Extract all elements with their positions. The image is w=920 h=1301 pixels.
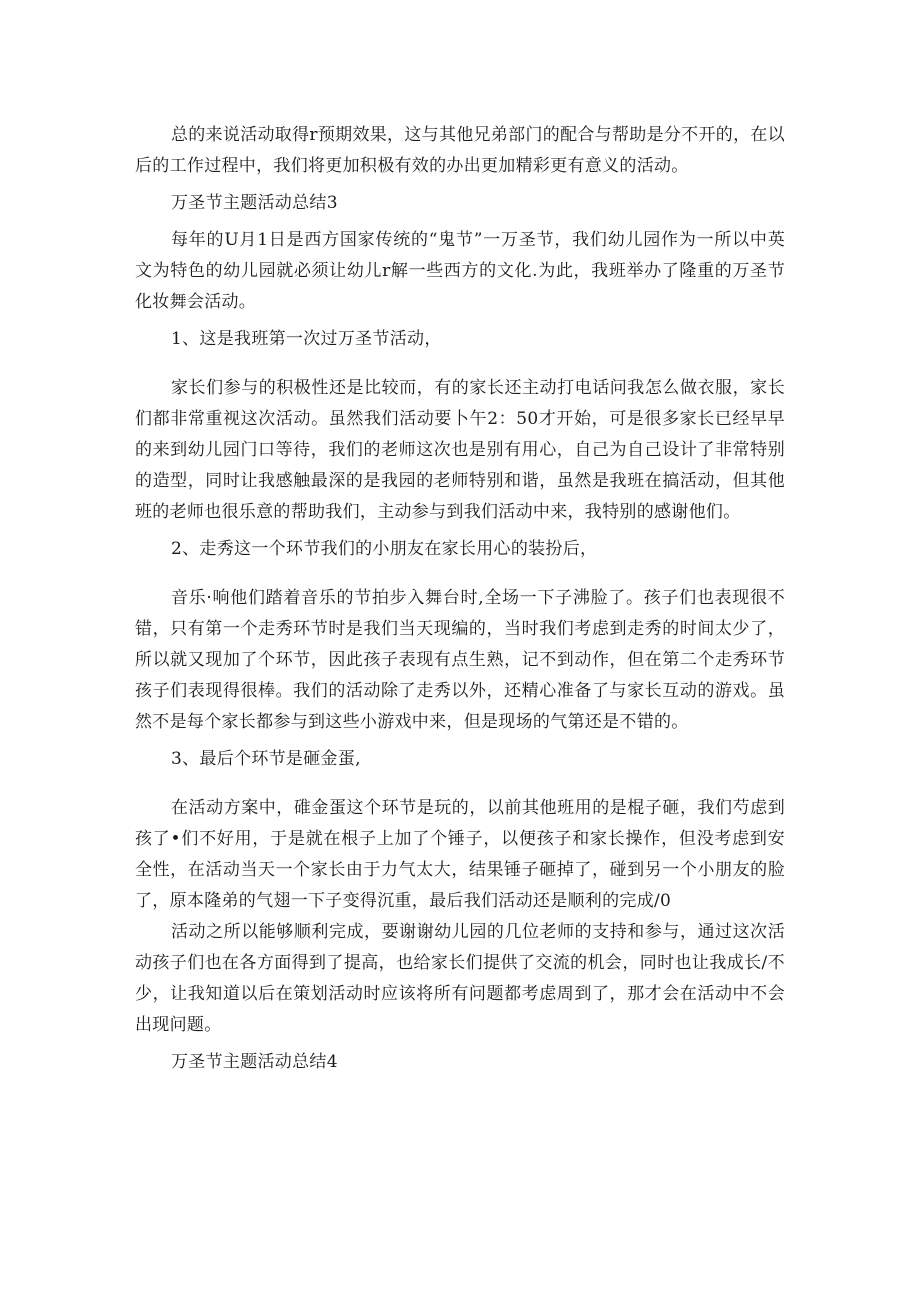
item-heading-1: 1、这是我班第一次过万圣节活动， <box>171 329 442 349</box>
paragraph-summary: 总的来说活动取得r预期效果，这与其他兄弟部门的配合与帮助是分不开的，在以后的工作过程中，我们将更加积极有效的办出更加精彩更有意义的活动。 <box>135 125 785 176</box>
item-heading-2: 2、走秀这一个环节我们的小朋友在家长用心的装扮后， <box>171 539 598 559</box>
paragraph-runway: 音乐·响他们踏着音乐的节拍步入舞台时,全场一下子沸脸了。孩子们也表现很不错，只有第一个走秀环节时是我们当天现编的，当时我们考虑到走秀的时间太少了，所以就又现加了个环节，因此孩子表现有点生熟，记不到动作，但在第二个走秀环节孩子们表现得很棒。我们的活动除了走秀以外，还精心准备了与家长互动的游戏。虽然不是每个家长都参与到这些小游戏中来，但是现场的气第还是不错的。 <box>135 588 785 732</box>
section-title-3: 万圣节主题活动总结3 <box>171 193 338 213</box>
paragraph-parents: 家长们参与的积极性还是比较而，有的家长还主动打电话问我怎么做衣服，家长们都非常重视这次活动。虽然我们活动要卜午2：50才开始，可是很多家长已经早早的来到幼儿园门口等待，我们的老师这次也是别有用心，自己为自己设计了非常特别的造型，同时让我感触最深的是我园的老师特别和谐，虽然是我班在搞活动，但其他班的老师也很乐意的帮助我们，主动参与到我们活动中来，我特别的感谢他们。 <box>135 378 785 522</box>
paragraph-conclusion: 活动之所以能够顺利完成，要谢谢幼儿园的几位老师的支持和参与，通过这次活动孩子们也在各方面得到了提高，也给家长们提供了交流的机会，同时也让我成长/不少，让我知道以后在策划活动时应该将所有问题都考虑周到了，那才会在活动中不会出现问题。 <box>135 922 785 1035</box>
paragraph-intro: 每年的U月1日是西方国家传统的“鬼节”一万圣节，我们幼儿园作为一所以中英文为特色的幼儿园就必须让幼儿r解一些西方的文化.为此，我班举办了隆重的万圣节化妆舞会活动。 <box>135 230 785 312</box>
section-title-4: 万圣节主题活动总结4 <box>171 1052 338 1072</box>
document-body <box>135 120 785 1078</box>
item-heading-3: 3、最后个环节是砸金蛋, <box>171 749 361 769</box>
paragraph-golden-egg: 在活动方案中，碓金蛋这个环节是玩的，以前其他班用的是棍子砸，我们芍虑到孩了•们不好用，于是就在根子上加了个锤子，以便孩子和家长操作，但没考虑到安全性，在活动当天一个家长由于力气太大，结果锤子砸掉了，碰到另一个小朋友的脸了，原本隆弟的气翅一下子变得沉重，最后我们活动还是顺利的完成/0 <box>135 798 785 911</box>
